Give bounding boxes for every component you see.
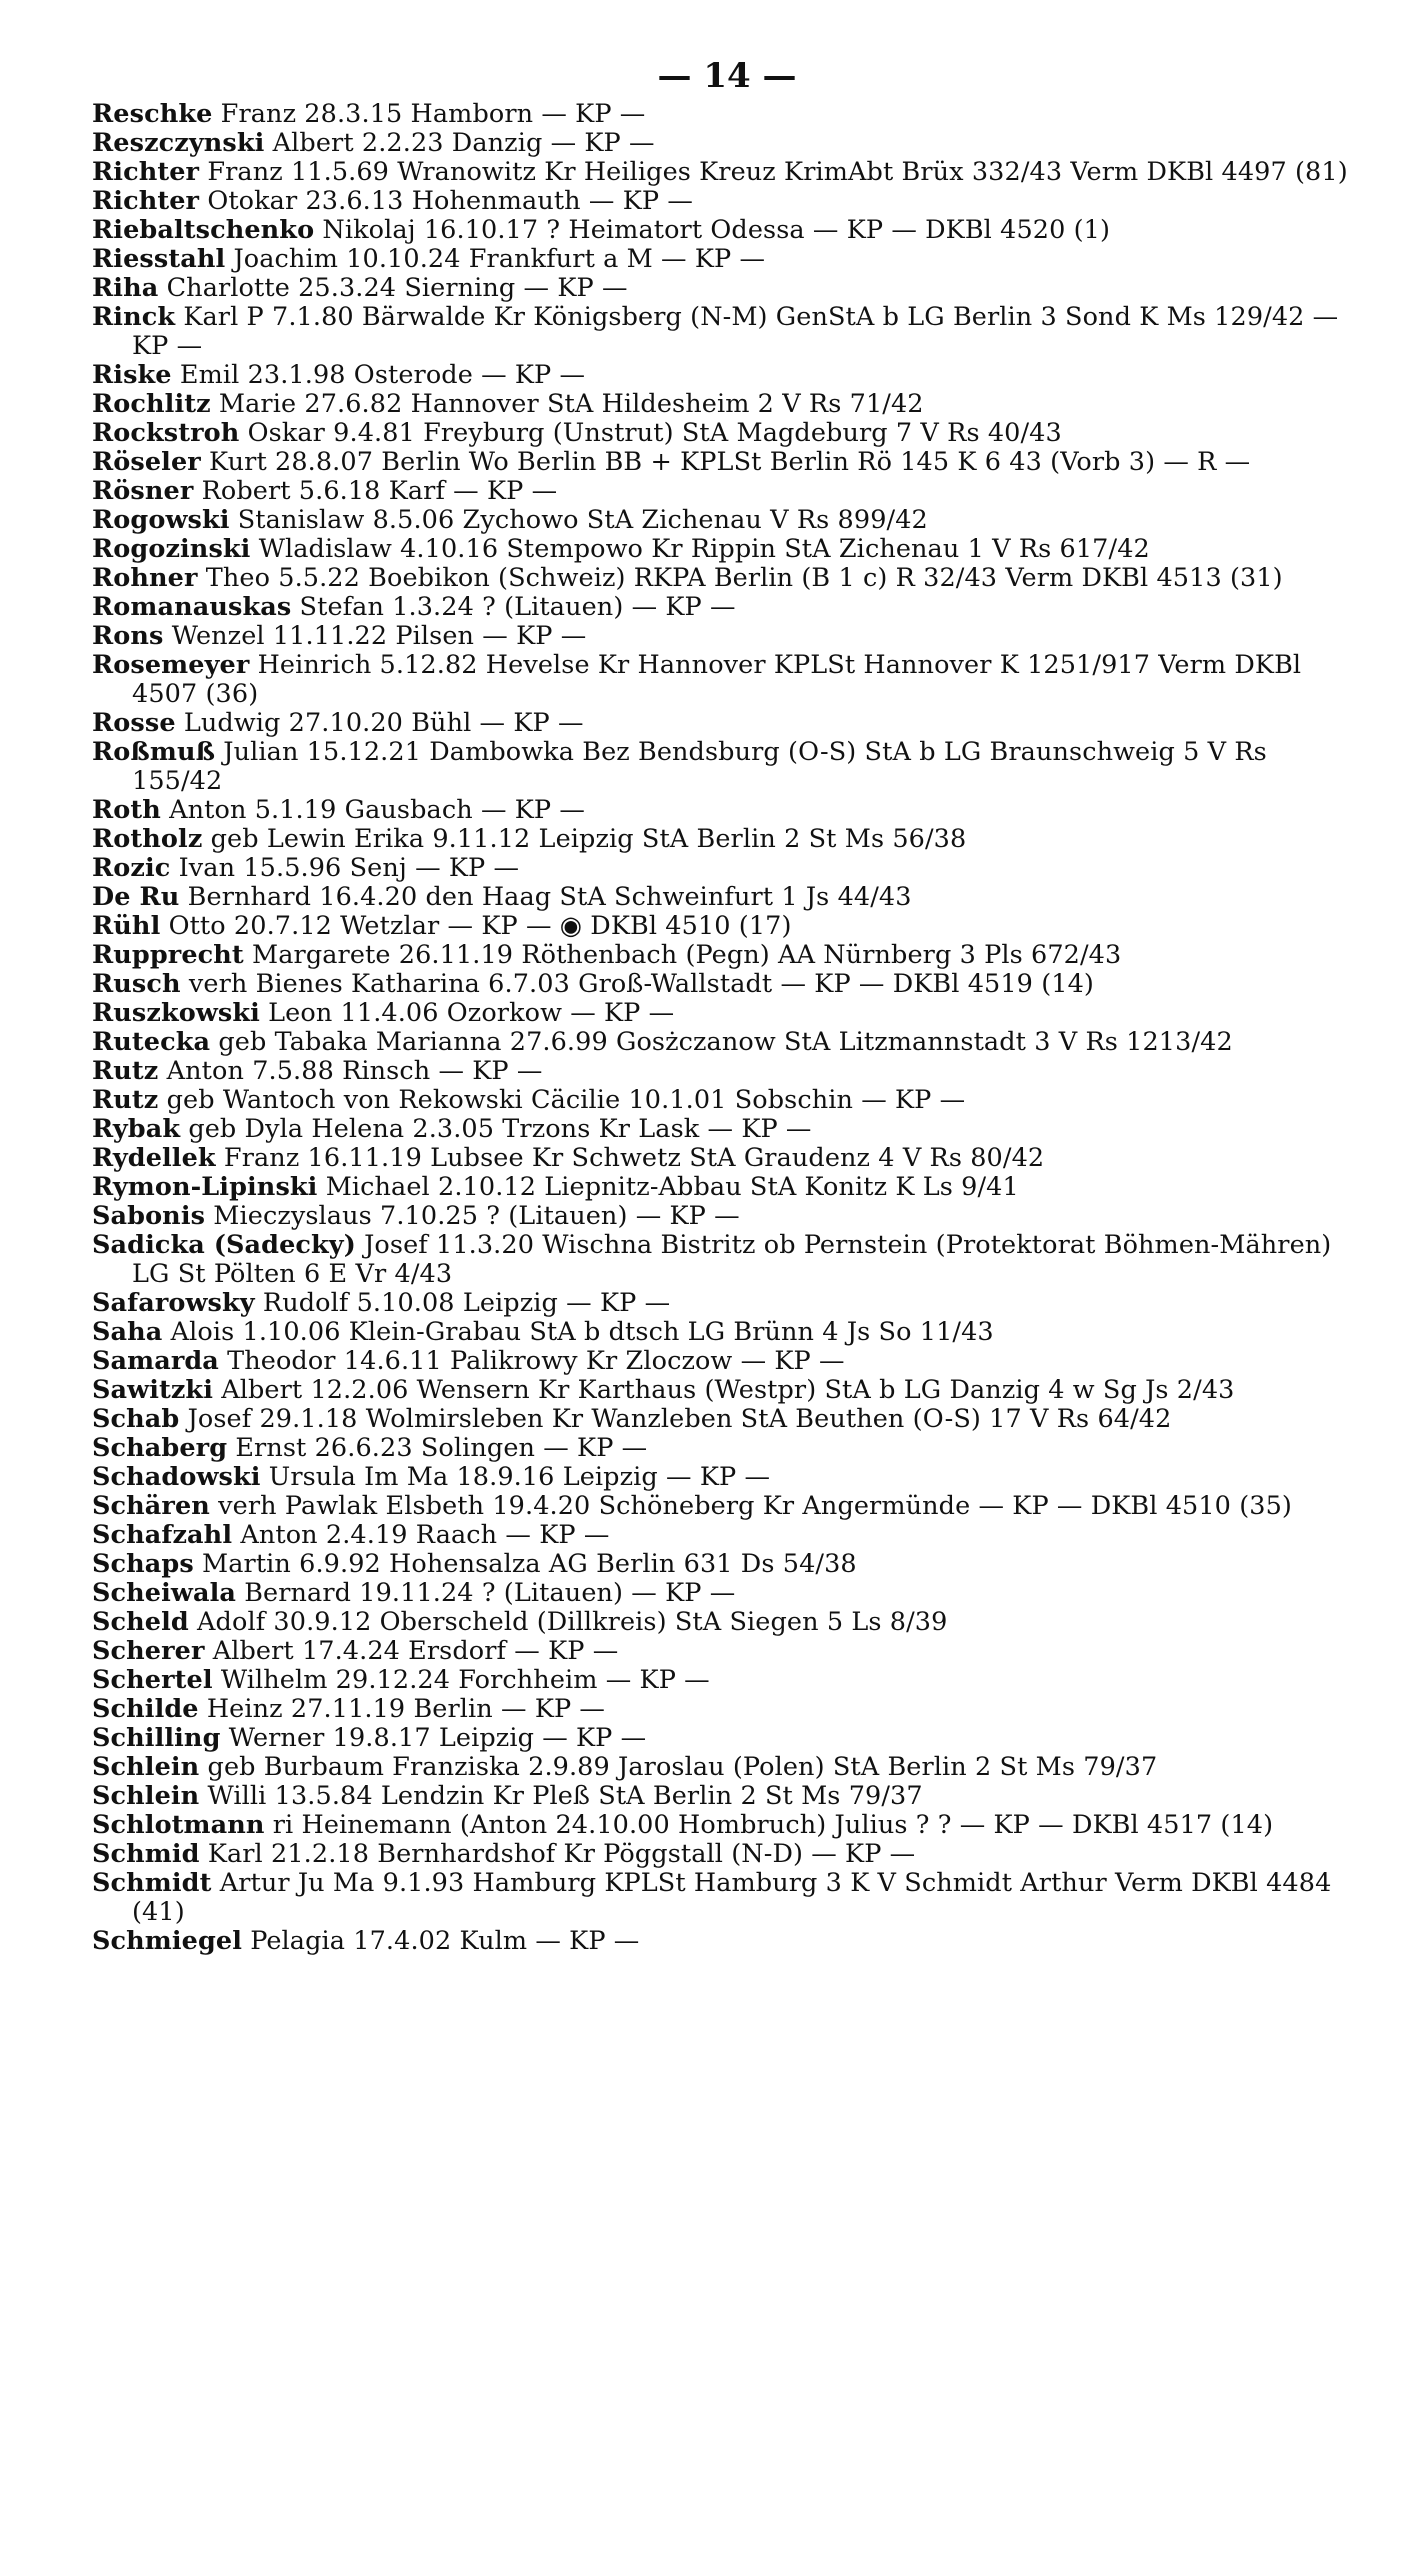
entry-surname: Rosse: [92, 708, 176, 738]
entry-surname: Rinck: [92, 302, 176, 332]
list-item: [92, 1173, 1362, 1202]
entry-details: Michael 2.10.12 Liepnitz-Abbau StA Konitz K Ls 9/41: [325, 1172, 1019, 1202]
list-item: [92, 854, 1362, 883]
list-item: [92, 1144, 1362, 1173]
entry-details: Josef 11.3.20 Wischna Bistritz ob Pernstein (Protektorat Böhmen-Mähren) LG St Pölten 6 E Vr 4/43: [132, 1230, 1332, 1289]
list-item: [92, 1869, 1362, 1927]
entry-surname: Rösner: [92, 476, 194, 506]
entry-details: Wenzel 11.11.22 Pilsen — KP —: [171, 621, 587, 651]
entry-list: [92, 100, 1362, 1956]
entry-details: Anton 5.1.19 Gausbach — KP —: [169, 795, 585, 825]
entry-details: ri Heinemann (Anton 24.10.00 Hombruch) Julius ? ? — KP — DKBl 4517 (14): [272, 1810, 1274, 1840]
list-item: [92, 593, 1362, 622]
list-item: [92, 1463, 1362, 1492]
entry-surname: Riebaltschenko: [92, 215, 315, 245]
list-item: [92, 1608, 1362, 1637]
list-item: [92, 970, 1362, 999]
entry-details: Josef 29.1.18 Wolmirsleben Kr Wanzleben StA Beuthen (O-S) 17 V Rs 64/42: [187, 1404, 1172, 1434]
entry-details: Heinz 27.11.19 Berlin — KP —: [206, 1694, 606, 1724]
entry-surname: Rons: [92, 621, 164, 651]
entry-details: Julian 15.12.21 Dambowka Bez Bendsburg (O-S) StA b LG Braunschweig 5 V Rs 155/42: [132, 737, 1267, 796]
entry-details: Mieczyslaus 7.10.25 ? (Litauen) — KP —: [213, 1201, 740, 1231]
entry-details: Franz 28.3.15 Hamborn — KP —: [220, 99, 646, 129]
list-item: [92, 825, 1362, 854]
entry-details: Albert 2.2.23 Danzig — KP —: [272, 128, 655, 158]
list-item: [92, 709, 1362, 738]
entry-details: Stefan 1.3.24 ? (Litauen) — KP —: [299, 592, 736, 622]
list-item: [92, 1637, 1362, 1666]
entry-details: Rudolf 5.10.08 Leipzig — KP —: [262, 1288, 671, 1318]
list-item: [92, 361, 1362, 390]
list-item: [92, 1231, 1362, 1289]
list-item: [92, 1028, 1362, 1057]
entry-details: Leon 11.4.06 Ozorkow — KP —: [268, 998, 675, 1028]
entry-surname: Rutz: [92, 1085, 159, 1115]
entry-surname: Roth: [92, 795, 161, 825]
entry-surname: Schlein: [92, 1752, 200, 1782]
list-item: [92, 1724, 1362, 1753]
entry-surname: Saha: [92, 1317, 163, 1347]
entry-surname: Rotholz: [92, 824, 203, 854]
entry-details: Theodor 14.6.11 Palikrowy Kr Zloczow — KP —: [227, 1346, 845, 1376]
page-number: — 14 —: [657, 56, 797, 96]
entry-surname: Schmidt: [92, 1868, 212, 1898]
entry-details: Joachim 10.10.24 Frankfurt a M — KP —: [233, 244, 766, 274]
entry-surname: Riesstahl: [92, 244, 226, 274]
entry-details: Anton 2.4.19 Raach — KP —: [240, 1520, 610, 1550]
list-item: [92, 1202, 1362, 1231]
entry-details: Heinrich 5.12.82 Hevelse Kr Hannover KPLSt Hannover K 1251/917 Verm DKBl 4507 (36): [132, 650, 1302, 709]
entry-surname: Reschke: [92, 99, 213, 129]
list-item: [92, 448, 1362, 477]
entry-surname: Scherer: [92, 1636, 205, 1666]
entry-details: geb Dyla Helena 2.3.05 Trzons Kr Lask — KP —: [188, 1114, 812, 1144]
list-item: [92, 1289, 1362, 1318]
entry-surname: Röseler: [92, 447, 201, 477]
entry-details: Alois 1.10.06 Klein-Grabau StA b dtsch LG Brünn 4 Js So 11/43: [170, 1317, 994, 1347]
list-item: [92, 216, 1362, 245]
list-item: [92, 1057, 1362, 1086]
list-item: [92, 1521, 1362, 1550]
entry-details: Ernst 26.6.23 Solingen — KP —: [235, 1433, 648, 1463]
entry-details: Artur Ju Ma 9.1.93 Hamburg KPLSt Hamburg 3 K V Schmidt Arthur Verm DKBl 4484 (41): [132, 1868, 1332, 1927]
entry-surname: Richter: [92, 157, 200, 187]
entry-surname: Schmiegel: [92, 1926, 243, 1956]
entry-surname: Rosemeyer: [92, 650, 250, 680]
entry-surname: Rydellek: [92, 1143, 216, 1173]
list-item: [92, 158, 1362, 187]
entry-surname: Roßmuß: [92, 737, 216, 767]
entry-surname: Schären: [92, 1491, 210, 1521]
entry-details: Theo 5.5.22 Boebikon (Schweiz) RKPA Berlin (B 1 c) R 32/43 Verm DKBl 4513 (31): [205, 563, 1283, 593]
entry-surname: Rockstroh: [92, 418, 240, 448]
entry-details: Albert 12.2.06 Wensern Kr Karthaus (Westpr) StA b LG Danzig 4 w Sg Js 2/43: [221, 1375, 1235, 1405]
entry-details: Oskar 9.4.81 Freyburg (Unstrut) StA Magdeburg 7 V Rs 40/43: [247, 418, 1062, 448]
list-item: [92, 883, 1362, 912]
entry-surname: Schadowski: [92, 1462, 261, 1492]
list-item: [92, 419, 1362, 448]
list-item: [92, 1579, 1362, 1608]
list-item: [92, 1782, 1362, 1811]
entry-surname: Riske: [92, 360, 172, 390]
list-item: [92, 1347, 1362, 1376]
list-item: [92, 1927, 1362, 1956]
entry-surname: Riha: [92, 273, 159, 303]
list-item: [92, 1086, 1362, 1115]
list-item: [92, 390, 1362, 419]
entry-surname: Schmid: [92, 1839, 200, 1869]
entry-surname: Schilde: [92, 1694, 199, 1724]
entry-details: Bernard 19.11.24 ? (Litauen) — KP —: [244, 1578, 736, 1608]
entry-details: Stanislaw 8.5.06 Zychowo StA Zichenau V Rs 899/42: [237, 505, 928, 535]
entry-details: Karl 21.2.18 Bernhardshof Kr Pöggstall (N-D) — KP —: [207, 1839, 916, 1869]
entry-details: verh Pawlak Elsbeth 19.4.20 Schöneberg Kr Angermünde — KP — DKBl 4510 (35): [218, 1491, 1292, 1521]
entry-surname: Schertel: [92, 1665, 213, 1695]
entry-details: Pelagia 17.4.02 Kulm — KP —: [250, 1926, 640, 1956]
list-item: [92, 941, 1362, 970]
list-item: [92, 1376, 1362, 1405]
entry-surname: Rogozinski: [92, 534, 251, 564]
list-item: [92, 622, 1362, 651]
entry-details: Willi 13.5.84 Lendzin Kr Pleß StA Berlin 2 St Ms 79/37: [207, 1781, 923, 1811]
entry-surname: Schilling: [92, 1723, 221, 1753]
entry-surname: Schlein: [92, 1781, 200, 1811]
entry-surname: Scheiwala: [92, 1578, 236, 1608]
entry-surname: Rybak: [92, 1114, 181, 1144]
entry-details: verh Bienes Katharina 6.7.03 Groß-Wallstadt — KP — DKBl 4519 (14): [188, 969, 1094, 999]
entry-surname: Rusch: [92, 969, 181, 999]
entry-surname: Romanauskas: [92, 592, 292, 622]
list-item: [92, 796, 1362, 825]
entry-details: Franz 11.5.69 Wranowitz Kr Heiliges Kreuz KrimAbt Brüx 332/43 Verm DKBl 4497 (81): [207, 157, 1348, 187]
entry-details: geb Burbaum Franziska 2.9.89 Jaroslau (Polen) StA Berlin 2 St Ms 79/37: [207, 1752, 1158, 1782]
entry-surname: Schab: [92, 1404, 180, 1434]
entry-details: Albert 17.4.24 Ersdorf — KP —: [212, 1636, 619, 1666]
entry-surname: De Ru: [92, 882, 180, 912]
entry-details: Otto 20.7.12 Wetzlar — KP — ◉ DKBl 4510 (17): [168, 911, 792, 941]
entry-surname: Rupprecht: [92, 940, 244, 970]
entry-surname: Schaps: [92, 1549, 194, 1579]
list-item: [92, 187, 1362, 216]
entry-surname: Sadicka (Sadecky): [92, 1230, 356, 1260]
entry-details: Anton 7.5.88 Rinsch — KP —: [166, 1056, 543, 1086]
list-item: [92, 1695, 1362, 1724]
list-item: [92, 999, 1362, 1028]
entry-details: Ursula Im Ma 18.9.16 Leipzig — KP —: [268, 1462, 771, 1492]
list-item: [92, 100, 1362, 129]
entry-details: Franz 16.11.19 Lubsee Kr Schwetz StA Graudenz 4 V Rs 80/42: [223, 1143, 1045, 1173]
list-item: [92, 303, 1362, 361]
entry-details: Nikolaj 16.10.17 ? Heimatort Odessa — KP — DKBl 4520 (1): [322, 215, 1111, 245]
entry-surname: Schaberg: [92, 1433, 228, 1463]
entry-details: Ivan 15.5.96 Senj — KP —: [178, 853, 520, 883]
list-item: [92, 477, 1362, 506]
entry-surname: Rühl: [92, 911, 161, 941]
entry-details: Wladislaw 4.10.16 Stempowo Kr Rippin StA Zichenau 1 V Rs 617/42: [258, 534, 1150, 564]
entry-details: Kurt 28.8.07 Berlin Wo Berlin BB + KPLSt Berlin Rö 145 K 6 43 (Vorb 3) — R —: [209, 447, 1251, 477]
list-item: [92, 1434, 1362, 1463]
list-item: [92, 274, 1362, 303]
entry-surname: Rochlitz: [92, 389, 211, 419]
list-item: [92, 1115, 1362, 1144]
entry-details: Robert 5.6.18 Karf — KP —: [201, 476, 558, 506]
list-item: [92, 1550, 1362, 1579]
entry-surname: Samarda: [92, 1346, 219, 1376]
entry-details: Emil 23.1.98 Osterode — KP —: [179, 360, 586, 390]
entry-details: geb Tabaka Marianna 27.6.99 Gosżczanow StA Litzmannstadt 3 V Rs 1213/42: [218, 1027, 1233, 1057]
entry-details: Bernhard 16.4.20 den Haag StA Schweinfurt 1 Js 44/43: [187, 882, 912, 912]
entry-surname: Rohner: [92, 563, 198, 593]
list-item: [92, 535, 1362, 564]
entry-details: Marie 27.6.82 Hannover StA Hildesheim 2 V Rs 71/42: [218, 389, 924, 419]
entry-details: Charlotte 25.3.24 Sierning — KP —: [166, 273, 628, 303]
entry-details: Karl P 7.1.80 Bärwalde Kr Königsberg (N-M) GenStA b LG Berlin 3 Sond K Ms 129/42 — KP —: [132, 302, 1339, 361]
entry-surname: Ruszkowski: [92, 998, 260, 1028]
entry-surname: Scheld: [92, 1607, 189, 1637]
list-item: [92, 1753, 1362, 1782]
list-item: [92, 912, 1362, 941]
list-item: [92, 738, 1362, 796]
entry-surname: Rozic: [92, 853, 171, 883]
entry-surname: Schafzahl: [92, 1520, 233, 1550]
entry-surname: Rymon-Lipinski: [92, 1172, 318, 1202]
list-item: [92, 564, 1362, 593]
list-item: [92, 1492, 1362, 1521]
entry-details: Adolf 30.9.12 Oberscheld (Dillkreis) StA Siegen 5 Ls 8/39: [197, 1607, 948, 1637]
entry-surname: Sawitzki: [92, 1375, 213, 1405]
entry-surname: Sabonis: [92, 1201, 206, 1231]
entry-details: Martin 6.9.92 Hohensalza AG Berlin 631 Ds 54/38: [202, 1549, 857, 1579]
entry-details: geb Wantoch von Rekowski Cäcilie 10.1.01 Sobschin — KP —: [166, 1085, 966, 1115]
list-item: [92, 1840, 1362, 1869]
list-item: [92, 1405, 1362, 1434]
entry-details: Werner 19.8.17 Leipzig — KP —: [228, 1723, 647, 1753]
list-item: [92, 245, 1362, 274]
list-item: [92, 1666, 1362, 1695]
entry-surname: Schlotmann: [92, 1810, 265, 1840]
entry-details: Wilhelm 29.12.24 Forchheim — KP —: [220, 1665, 710, 1695]
entry-surname: Richter: [92, 186, 200, 216]
list-item: [92, 129, 1362, 158]
entry-details: Ludwig 27.10.20 Bühl — KP —: [183, 708, 584, 738]
entry-surname: Rutz: [92, 1056, 159, 1086]
list-item: [92, 506, 1362, 535]
entry-surname: Rogowski: [92, 505, 230, 535]
entry-surname: Reszczynski: [92, 128, 265, 158]
entry-details: Margarete 26.11.19 Röthenbach (Pegn) AA Nürnberg 3 Pls 672/43: [252, 940, 1122, 970]
list-item: [92, 1811, 1362, 1840]
entry-details: Otokar 23.6.13 Hohenmauth — KP —: [207, 186, 693, 216]
list-item: [92, 1318, 1362, 1347]
entry-details: geb Lewin Erika 9.11.12 Leipzig StA Berlin 2 St Ms 56/38: [210, 824, 967, 854]
list-item: [92, 651, 1362, 709]
entry-surname: Safarowsky: [92, 1288, 255, 1318]
entry-surname: Rutecka: [92, 1027, 211, 1057]
